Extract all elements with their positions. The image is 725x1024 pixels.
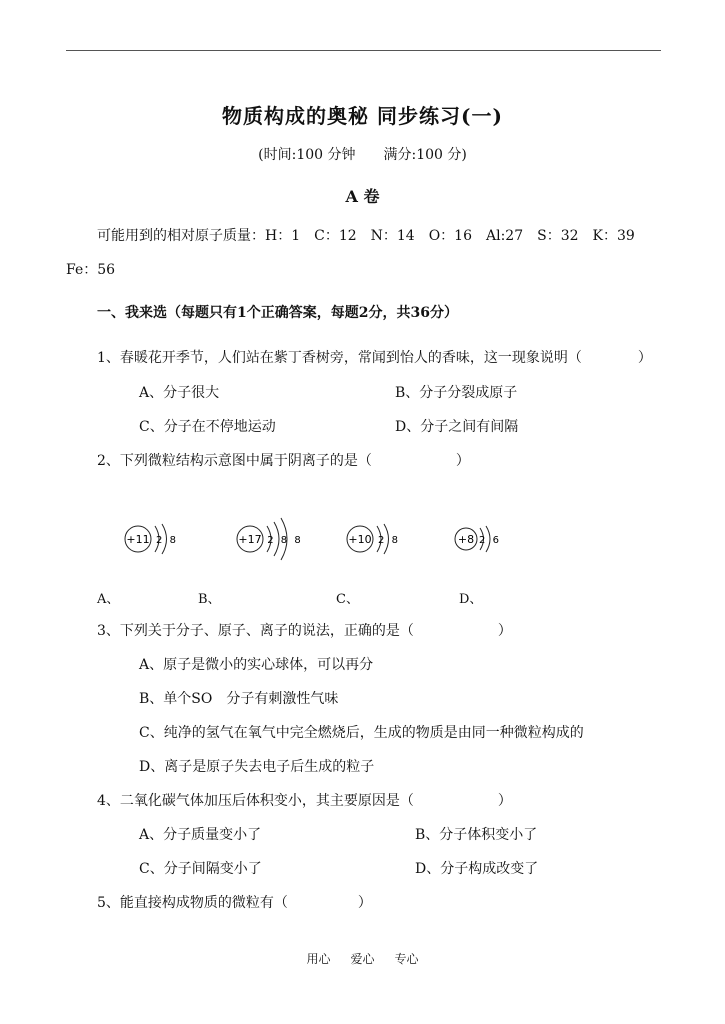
atom-b-electrons: 2 8 8: [267, 535, 303, 546]
q3-option-a: A、原子是微小的实心球体，可以再分: [139, 657, 374, 673]
q1-option-c: C、分子在不停地运动: [139, 419, 276, 435]
atom-diagram-a: [118, 512, 198, 566]
diagram-label-d: D、: [459, 592, 483, 607]
q4-option-c: C、分子间隔变小了: [139, 861, 262, 877]
volume-label: A 卷: [345, 187, 380, 206]
question-3-stem: 3、下列关于分子、原子、离子的说法，正确的是（ ）: [97, 623, 512, 639]
full-score: 满分:100 分): [383, 147, 467, 163]
atom-d-electrons: 2 6: [479, 535, 501, 546]
question-1-stem: 1、春暖花开季节，人们站在紫丁香树旁，常闻到怡人的香味，这一现象说明（ ）: [97, 350, 652, 366]
atom-diagram-b: [230, 512, 320, 566]
atomic-masses-line2: Fe：56: [66, 262, 116, 278]
q3-option-b: B、单个SO 分子有刺激性气味: [139, 691, 339, 707]
question-5-stem: 5、能直接构成物质的微粒有（ ）: [97, 895, 372, 911]
diagram-label-c: C、: [336, 592, 359, 607]
atom-a-nucleus: +11: [126, 533, 150, 546]
footer-item: 用心: [306, 952, 331, 966]
exam-info: [0, 144, 725, 164]
atomic-masses-line1: 可能用到的相对原子质量：H：1 C：12 N：14 O：16 Al:27 S：32 K：39: [97, 228, 635, 244]
q1-option-b: B、分子分裂成原子: [395, 385, 518, 401]
q4-option-b: B、分子体积变小了: [415, 827, 538, 843]
atom-b-nucleus: +17: [238, 533, 262, 546]
footer-item: 爱心: [350, 952, 375, 966]
document-title: 物质构成的奥秘 同步练习(一): [222, 104, 503, 128]
atom-diagram-d: [448, 512, 518, 566]
question-2-stem: 2、下列微粒结构示意图中属于阴离子的是（ ）: [97, 453, 470, 469]
footer-item: 专心: [394, 952, 419, 966]
time-limit: (时间:100 分钟: [258, 147, 356, 163]
q1-option-a: A、分子很大: [139, 385, 220, 401]
page-footer: [0, 950, 725, 967]
section-heading: 一、我来选（每题只有1个正确答案，每题2分，共36分）: [97, 305, 458, 321]
q3-option-c: C、纯净的氢气在氧气中完全燃烧后，生成的物质是由同一种微粒构成的: [139, 725, 584, 741]
atom-a-electrons: 2 8: [156, 535, 178, 546]
atom-d-nucleus: +8: [457, 533, 475, 546]
question-4-stem: 4、二氧化碳气体加压后体积变小，其主要原因是（ ）: [97, 793, 512, 809]
header-rule: [66, 50, 661, 51]
atom-diagram-c: [340, 512, 420, 566]
diagram-label-b: B、: [198, 592, 221, 607]
q1-option-d: D、分子之间有间隔: [395, 419, 519, 435]
atom-c-nucleus: +10: [348, 533, 372, 546]
q4-option-d: D、分子构成改变了: [415, 861, 539, 877]
q3-option-d: D、离子是原子失去电子后生成的粒子: [139, 759, 375, 775]
q4-option-a: A、分子质量变小了: [139, 827, 262, 843]
diagram-label-a: A、: [97, 592, 120, 607]
atom-c-electrons: 2 8: [378, 535, 400, 546]
